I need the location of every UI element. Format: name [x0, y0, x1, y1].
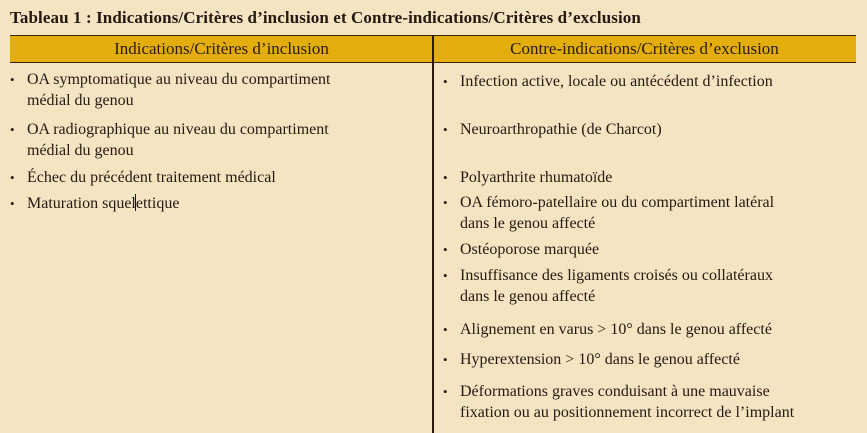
bullet-icon: • [10, 196, 15, 211]
bullet-icon: • [443, 268, 448, 283]
bullet-icon: • [443, 195, 448, 210]
bullet-icon: • [10, 122, 15, 137]
bullet-icon: • [443, 122, 448, 137]
bullet-icon: • [10, 170, 15, 185]
list-item: • Neuroarthropathie (de Charcot) [443, 121, 662, 138]
header-inclusion: Indications/Critères d’inclusion [114, 39, 329, 58]
bullet-icon: • [443, 170, 448, 185]
editable-text[interactable]: Maturation squelettique [27, 195, 180, 212]
table-title: Tableau 1 : Indications/Critères d’inclusion et Contre-indications/Critères d’exclusion [10, 8, 641, 27]
bullet-icon: • [443, 384, 448, 399]
list-item: • OA symptomatique au niveau du compartiment médial du genou [10, 71, 331, 109]
bullet-icon: • [443, 352, 448, 367]
list-item: • Infection active, locale ou antécédent d’infection [443, 73, 773, 90]
list-item: • Polyarthrite rhumatoïde [443, 169, 613, 186]
bullet-icon: • [10, 72, 15, 87]
bullet-icon: • [443, 242, 448, 257]
list-item: • Insuffisance des ligaments croisés ou collatéraux dans le genou affecté [443, 267, 773, 305]
column-divider [432, 35, 434, 433]
list-item: • Déformations graves conduisant à une mauvaise fixation ou au positionnement incorrect de l’implant [443, 383, 795, 421]
list-item: • Alignement en varus > 10° dans le genou affecté [443, 321, 772, 338]
list-item: • Échec du précédent traitement médical [10, 169, 276, 186]
bullet-icon: • [443, 322, 448, 337]
list-item: • Ostéoporose marquée [443, 241, 600, 258]
list-item: • OA radiographique au niveau du compartiment médial du genou [10, 121, 329, 159]
list-item: • OA fémoro-patellaire ou du compartiment latéral dans le genou affecté [443, 194, 775, 232]
list-item[interactable] [10, 193, 430, 214]
header-exclusion: Contre-indications/Critères d’exclusion [510, 39, 779, 58]
list-item: • Hyperextension > 10° dans le genou affecté [443, 351, 740, 368]
bullet-icon: • [443, 74, 448, 89]
